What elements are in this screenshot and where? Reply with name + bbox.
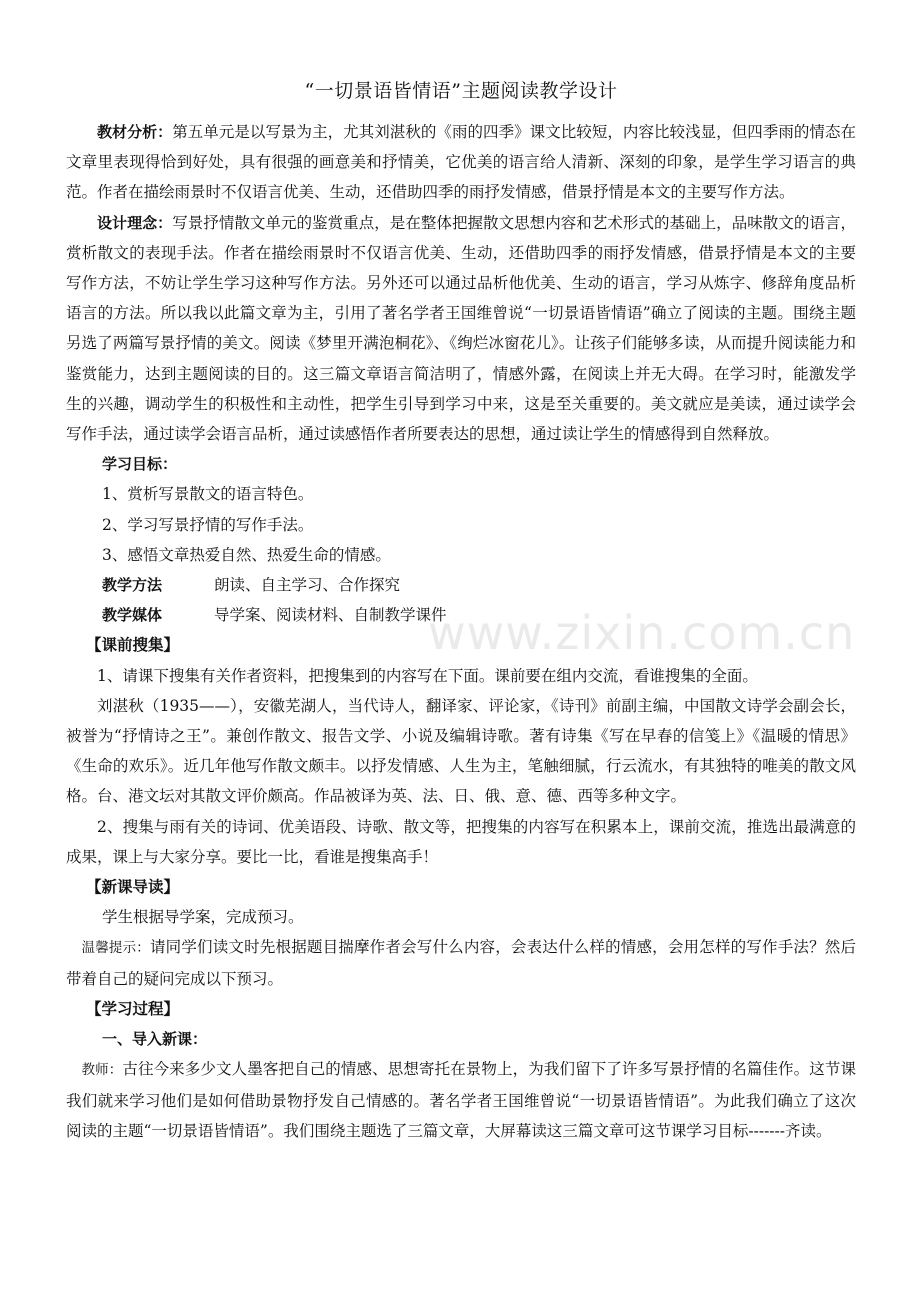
tip-paragraph: [66, 932, 856, 993]
tip-text: 请同学们读文时先根据题目揣摩作者会写什么内容，会表达什么样的情感，会用怎样的写作手法？然后带着自己的疑问完成以下预习。: [66, 938, 856, 988]
media-row: [66, 600, 856, 630]
method-row: [66, 570, 856, 600]
method-label: 教学方法: [102, 576, 163, 595]
teacher-text: 古往今来多少文人墨客把自己的情感、思想寄托在景物上，为我们留下了许多写景抒情的名篇佳作。这节课我们就来学习他们是如何借助景物抒发自己情感的。著名学者王国维曾说“一切景语皆情语”。为此我们确立了这次阅读的主题“一切景语皆情语”。我们围绕主题选了三篇文章，大屏幕读这三篇文章可这节课学习目标-------齐读。: [66, 1060, 856, 1140]
document-page: [66, 72, 856, 1146]
watermark: www.zixin.com.cn: [428, 606, 856, 660]
teacher-paragraph: [66, 1054, 856, 1146]
precollect-p3: 2、搜集与雨有关的诗词、优美语段、诗歌、散文等，把搜集的内容写在积累本上，课前交流，推选出最满意的成果，课上与大家分享。要比一比，看谁是搜集高手！: [66, 817, 856, 866]
process-sub-heading: 一、导入新课：: [102, 1030, 208, 1049]
concept-label: 设计理念：: [97, 213, 173, 232]
analysis-label: 教材分析：: [97, 123, 173, 141]
newlesson-p1: 学生根据导学案，完成预习。: [102, 908, 304, 927]
teacher-label: 教师：: [81, 1062, 123, 1079]
tip-label: 温馨提示：: [81, 940, 150, 957]
analysis-text: 第五单元是以写景为主，尤其刘湛秋的《雨的四季》课文比较短，内容比较浅显，但四季雨的情态在文章里表现得恰到好处，具有很强的画意美和抒情美，它优美的语言给人清新、深刻的印象，是学生学习语言的典范。作者在描绘雨景时不仅语言优美、生动，还借助四季的雨抒发情感，借景抒情是本文的主要写作方法。: [66, 123, 856, 202]
method-value: 朗读、自主学习、合作探究: [214, 576, 401, 595]
goal-item-1: 1、赏析写景散文的语言特色。: [102, 485, 314, 504]
precollect-heading: 【课前搜集】: [86, 636, 180, 655]
goal-item-3: 3、感悟文章热爱自然、热爱生命的情感。: [102, 545, 391, 564]
media-value: 导学案、阅读材料、自制教学课件: [214, 606, 447, 625]
newlesson-heading: 【新课导读】: [86, 878, 180, 897]
analysis-paragraph: [66, 117, 856, 208]
document-title: “一切景语皆情语”主题阅读教学设计: [304, 80, 618, 102]
goals-heading: 学习目标：: [102, 455, 178, 474]
goal-item-2: 2、学习写景抒情的写作手法。: [102, 515, 314, 534]
concept-paragraph: [66, 208, 856, 450]
precollect-p2: 刘湛秋（1935——），安徽芜湖人，当代诗人，翻译家、评论家，《诗刊》前副主编，中国散文诗学会副会长，被誉为“抒情诗之王”。兼创作散文、报告文学、小说及编辑诗歌。著有诗集《写在早春的信笺上》《温暖的情思》《生命的欢乐》。近几年他写作散文颇丰。以抒发情感、人生为主，笔触细腻，行云流水，有其独特的唯美的散文风格。台、港文坛对其散文评价颇高。作品被译为英、法、日、俄、意、德、西等多种文字。: [66, 696, 856, 806]
process-heading: 【学习过程】: [86, 999, 180, 1018]
media-label: 教学媒体: [102, 606, 163, 625]
concept-text: 写景抒情散文单元的鉴赏重点，是在整体把握散文思想内容和艺术形式的基础上，品味散文的语言，赏析散文的表现手法。作者在描绘雨景时不仅语言优美、生动，还借助四季的雨抒发情感，借景抒情是本文的主要写作方法，不妨让学生学习这种写作方法。另外还可以通过品析他优美、生动的语言，学习从炼字、修辞角度品析语言的方法。所以我以此篇文章为主，引用了著名学者王国维曾说“一切景语皆情语”确立了阅读的主题。围绕主题另选了两篇写景抒情的美文。阅读《梦里开满泡桐花》、《绚烂冰窗花儿》。让孩子们能够多读，从而提升阅读能力和鉴赏能力，达到主题阅读的目的。这三篇文章语言简洁明了，情感外露，在阅读上并无大碍。在学习时，能激发学生的兴趣，调动学生的积极性和主动性，把学生引导到学习中来，这是至关重要的。美文就应是美读，通过读学会写作手法，通过读学会语言品析，通过读感悟作者所要表达的思想，通过读让学生的情感得到自然释放。: [66, 213, 856, 444]
precollect-p1: 1、请课下搜集有关作者资料，把搜集到的内容写在下面。课前要在组内交流，看谁搜集的全面。: [97, 666, 758, 685]
